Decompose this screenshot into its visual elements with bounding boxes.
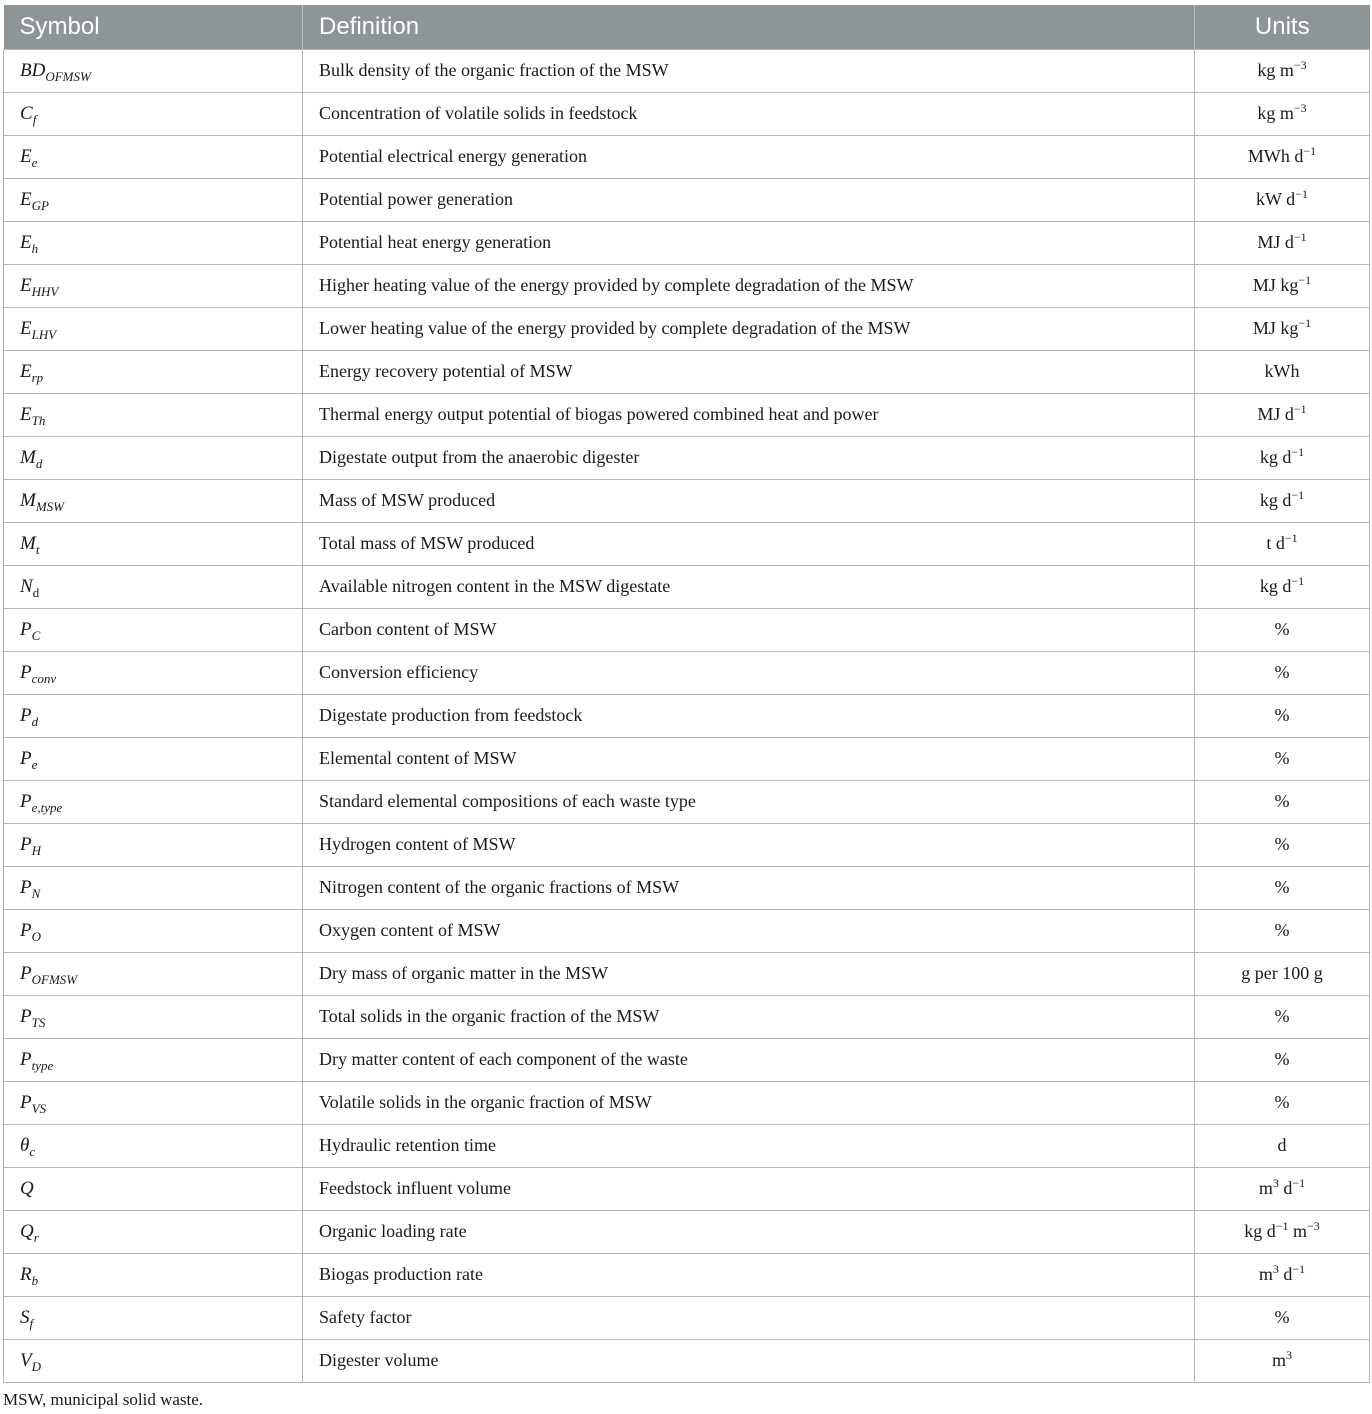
definition-cell: Available nitrogen content in the MSW digestate: [303, 565, 1195, 608]
unit-text: kg m: [1257, 103, 1294, 123]
units-cell: [1195, 995, 1370, 1038]
symbol-subscript: OFMSW: [45, 68, 91, 84]
table-row: [4, 1081, 1370, 1124]
unit-superscript: −1: [1291, 488, 1305, 502]
table-row: [4, 737, 1370, 780]
symbol-subscript: Th: [31, 412, 46, 428]
definition-cell: Thermal energy output potential of biogas powered combined heat and power: [303, 393, 1195, 436]
symbol-cell: [4, 522, 303, 565]
table-row: [4, 49, 1370, 92]
unit-text: %: [1274, 662, 1290, 682]
units-cell: [1195, 737, 1370, 780]
symbol-subscript: HHV: [31, 283, 59, 299]
unit-text: %: [1274, 834, 1290, 854]
definition-cell: Bulk density of the organic fraction of the MSW: [303, 49, 1195, 92]
symbol-cell: [4, 49, 303, 92]
header-row: [4, 5, 1370, 49]
table-row: [4, 952, 1370, 995]
symbol-subscript: e,type: [31, 799, 63, 815]
unit-text: %: [1274, 1307, 1290, 1327]
units-cell: [1195, 393, 1370, 436]
definition-cell: Concentration of volatile solids in feedstock: [303, 92, 1195, 135]
symbol-main: N: [20, 575, 33, 597]
symbol-cell: [4, 307, 303, 350]
symbol-cell: [4, 221, 303, 264]
unit-text: kg m: [1257, 60, 1294, 80]
symbol-cell: [4, 866, 303, 909]
unit-text: MJ d: [1257, 232, 1294, 252]
unit-text: %: [1274, 791, 1290, 811]
unit-superscript: −1: [1292, 1262, 1306, 1276]
unit-superscript: −1: [1298, 273, 1312, 287]
table-row: [4, 694, 1370, 737]
unit-text: %: [1274, 748, 1290, 768]
symbol-subscript: r: [33, 1229, 39, 1245]
definition-cell: Dry mass of organic matter in the MSW: [303, 952, 1195, 995]
symbol-subscript: O: [31, 928, 41, 944]
unit-superscript: −3: [1293, 58, 1307, 72]
symbol-main: E: [20, 274, 32, 296]
unit-superscript: −1: [1295, 187, 1308, 201]
symbol-subscript: c: [29, 1143, 36, 1159]
table-row: [4, 651, 1370, 694]
units-cell: [1195, 780, 1370, 823]
symbol-cell: [4, 995, 303, 1038]
symbol-cell: [4, 608, 303, 651]
table-row: [4, 522, 1370, 565]
symbol-main: P: [20, 790, 32, 812]
units-cell: [1195, 264, 1370, 307]
symbol-cell: [4, 909, 303, 952]
symbol-main: S: [20, 1306, 30, 1328]
symbol-main: P: [20, 661, 32, 683]
symbol-subscript: e: [31, 154, 38, 170]
symbol-main: V: [20, 1349, 32, 1371]
table-footnote: MSW, municipal solid waste.: [3, 1390, 204, 1409]
symbol-subscript: d: [35, 455, 43, 471]
unit-text: kg d: [1244, 1221, 1276, 1241]
unit-text: d: [1277, 1135, 1287, 1155]
symbol-subscript: TS: [31, 1014, 46, 1030]
symbol-main: E: [20, 231, 32, 253]
unit-text: MJ d: [1257, 404, 1294, 424]
symbol-main: E: [20, 317, 32, 339]
unit-text: kg d: [1259, 576, 1292, 596]
unit-superscript: −1: [1303, 144, 1317, 158]
symbol-main: P: [20, 618, 32, 640]
symbol-cell: [4, 952, 303, 995]
symbol-subscript: VS: [31, 1100, 47, 1116]
units-cell: [1195, 952, 1370, 995]
table-row: [4, 92, 1370, 135]
definition-cell: Digestate production from feedstock: [303, 694, 1195, 737]
symbol-main: P: [20, 919, 32, 941]
symbol-cell: [4, 1296, 303, 1339]
unit-superscript: 3: [1272, 1262, 1279, 1276]
symbol-main: P: [20, 1091, 32, 1113]
symbol-main: BD: [20, 59, 46, 81]
table-row: [4, 608, 1370, 651]
unit-superscript: −1: [1291, 445, 1305, 459]
symbol-cell: [4, 823, 303, 866]
units-cell: [1195, 909, 1370, 952]
symbol-main: P: [20, 704, 32, 726]
definition-cell: Dry matter content of each component of the waste: [303, 1038, 1195, 1081]
symbol-main: M: [20, 446, 36, 468]
symbol-main: P: [20, 1005, 32, 1027]
header-units: Units: [1195, 5, 1370, 49]
symbol-subscript: e: [31, 756, 38, 772]
unit-text: %: [1274, 877, 1290, 897]
header-definition: Definition: [303, 5, 1195, 49]
symbol-main: P: [20, 962, 32, 984]
table-row: [4, 350, 1370, 393]
unit-text: m: [1258, 1178, 1273, 1198]
definition-cell: Safety factor: [303, 1296, 1195, 1339]
table-row: [4, 479, 1370, 522]
units-cell: [1195, 565, 1370, 608]
units-cell: [1195, 436, 1370, 479]
definition-cell: Potential electrical energy generation: [303, 135, 1195, 178]
symbol-cell: [4, 737, 303, 780]
table-header: [4, 5, 1370, 49]
symbol-cell: [4, 780, 303, 823]
unit-text: kW d: [1256, 189, 1296, 209]
definition-cell: Oxygen content of MSW: [303, 909, 1195, 952]
table-row: [4, 1339, 1370, 1382]
unit-superscript: −1: [1284, 531, 1298, 545]
symbol-main: C: [20, 102, 33, 124]
unit-superscript: −3: [1307, 1219, 1320, 1233]
definition-cell: Energy recovery potential of MSW: [303, 350, 1195, 393]
units-cell: [1195, 651, 1370, 694]
units-cell: [1195, 1167, 1370, 1210]
symbol-cell: [4, 350, 303, 393]
unit-text: kWh: [1264, 361, 1300, 381]
unit-text: m: [1258, 1264, 1273, 1284]
unit-text: MWh d: [1247, 146, 1304, 166]
symbol-cell: [4, 1124, 303, 1167]
table-row: [4, 307, 1370, 350]
symbol-subscript: OFMSW: [31, 971, 78, 987]
symbol-cell: [4, 479, 303, 522]
table-row: [4, 135, 1370, 178]
unit-superscript: 3: [1272, 1176, 1279, 1190]
symbol-cell: [4, 1167, 303, 1210]
symbol-cell: [4, 92, 303, 135]
units-cell: [1195, 1210, 1370, 1253]
unit-text: %: [1274, 1092, 1290, 1112]
symbol-subscript: b: [31, 1272, 39, 1288]
definition-cell: Lower heating value of the energy provided by complete degradation of the MSW: [303, 307, 1195, 350]
symbol-subscript: D: [31, 1358, 41, 1374]
definition-cell: Higher heating value of the energy provided by complete degradation of the MSW: [303, 264, 1195, 307]
definition-cell: Standard elemental compositions of each waste type: [303, 780, 1195, 823]
symbol-subscript: rp: [31, 369, 44, 385]
units-cell: [1195, 694, 1370, 737]
units-cell: [1195, 221, 1370, 264]
units-cell: [1195, 1124, 1370, 1167]
table-row: [4, 909, 1370, 952]
unit-superscript: −3: [1293, 101, 1307, 115]
symbol-subscript: d: [31, 713, 39, 729]
units-cell: [1195, 1038, 1370, 1081]
symbol-main: M: [20, 532, 36, 554]
symbol-main: E: [20, 145, 32, 167]
unit-text: t d: [1266, 533, 1285, 553]
unit-superscript: −1: [1298, 316, 1312, 330]
symbol-cell: [4, 393, 303, 436]
unit-text: g per 100 g: [1241, 963, 1323, 983]
definition-cell: Carbon content of MSW: [303, 608, 1195, 651]
units-cell: [1195, 823, 1370, 866]
table-row: [4, 436, 1370, 479]
unit-text: m: [1288, 1221, 1307, 1241]
definition-cell: Volatile solids in the organic fraction of MSW: [303, 1081, 1195, 1124]
symbol-main: Q: [20, 1177, 34, 1199]
unit-text: kg d: [1259, 447, 1292, 467]
symbol-main: E: [20, 403, 32, 425]
units-cell: [1195, 178, 1370, 221]
table-row: [4, 1038, 1370, 1081]
units-cell: [1195, 866, 1370, 909]
units-cell: [1195, 307, 1370, 350]
table-row: [4, 823, 1370, 866]
unit-text: %: [1274, 1049, 1290, 1069]
symbol-subscript: conv: [31, 670, 57, 686]
definition-cell: Total mass of MSW produced: [303, 522, 1195, 565]
unit-superscript: −1: [1291, 574, 1305, 588]
units-cell: [1195, 92, 1370, 135]
symbol-cell: [4, 651, 303, 694]
table-row: [4, 178, 1370, 221]
table-row: [4, 264, 1370, 307]
symbol-cell: [4, 1081, 303, 1124]
units-cell: [1195, 135, 1370, 178]
unit-text: %: [1274, 619, 1290, 639]
unit-superscript: 3: [1286, 1348, 1292, 1362]
definition-cell: Organic loading rate: [303, 1210, 1195, 1253]
definition-cell: Nitrogen content of the organic fractions of MSW: [303, 866, 1195, 909]
symbol-subscript: f: [32, 111, 37, 127]
symbols-table: [3, 5, 1370, 1383]
symbol-main: P: [20, 747, 32, 769]
definition-cell: Potential heat energy generation: [303, 221, 1195, 264]
symbol-main: M: [20, 489, 36, 511]
symbol-subscript: LHV: [31, 326, 57, 342]
symbol-subscript: type: [31, 1057, 54, 1073]
symbol-main: Q: [20, 1220, 34, 1242]
unit-text: d: [1278, 1178, 1293, 1198]
symbol-cell: [4, 264, 303, 307]
table-row: [4, 1296, 1370, 1339]
symbol-cell: [4, 178, 303, 221]
unit-text: %: [1274, 1006, 1290, 1026]
header-symbol: Symbol: [4, 5, 303, 49]
unit-text: MJ kg: [1252, 318, 1299, 338]
symbol-cell: [4, 1210, 303, 1253]
table-row: [4, 995, 1370, 1038]
symbol-main: θ: [20, 1134, 30, 1156]
symbol-subscript: GP: [31, 197, 49, 213]
units-cell: [1195, 479, 1370, 522]
symbol-subscript: H: [31, 842, 41, 858]
unit-text: kg d: [1259, 490, 1292, 510]
symbol-subscript: d: [32, 584, 40, 600]
definition-cell: Digester volume: [303, 1339, 1195, 1382]
definition-cell: Conversion efficiency: [303, 651, 1195, 694]
definition-cell: Digestate output from the anaerobic digester: [303, 436, 1195, 479]
definition-cell: Biogas production rate: [303, 1253, 1195, 1296]
symbol-main: E: [20, 360, 32, 382]
unit-text: %: [1274, 920, 1290, 940]
units-cell: [1195, 522, 1370, 565]
symbol-subscript: MSW: [35, 498, 64, 514]
units-cell: [1195, 1296, 1370, 1339]
unit-text: m: [1271, 1350, 1286, 1370]
unit-text: MJ kg: [1252, 275, 1299, 295]
symbol-cell: [4, 1038, 303, 1081]
definition-cell: Feedstock influent volume: [303, 1167, 1195, 1210]
definition-cell: Elemental content of MSW: [303, 737, 1195, 780]
symbol-cell: [4, 1339, 303, 1382]
definition-cell: Hydraulic retention time: [303, 1124, 1195, 1167]
symbol-cell: [4, 135, 303, 178]
unit-superscript: −1: [1275, 1219, 1289, 1233]
definition-cell: Total solids in the organic fraction of the MSW: [303, 995, 1195, 1038]
table-row: [4, 866, 1370, 909]
unit-text: d: [1278, 1264, 1293, 1284]
symbol-subscript: h: [31, 240, 39, 256]
symbol-main: R: [20, 1263, 32, 1285]
units-cell: [1195, 1081, 1370, 1124]
table-row: [4, 1167, 1370, 1210]
symbol-main: P: [20, 833, 32, 855]
table-row: [4, 1253, 1370, 1296]
units-cell: [1195, 350, 1370, 393]
symbol-subscript: N: [31, 885, 41, 901]
symbol-subscript: t: [35, 541, 40, 557]
definition-cell: Hydrogen content of MSW: [303, 823, 1195, 866]
table-body: [4, 49, 1370, 1382]
table-row: [4, 1210, 1370, 1253]
symbol-main: P: [20, 1048, 32, 1070]
units-cell: [1195, 1253, 1370, 1296]
definition-cell: Potential power generation: [303, 178, 1195, 221]
table-row: [4, 780, 1370, 823]
units-cell: [1195, 49, 1370, 92]
unit-superscript: −1: [1292, 1176, 1306, 1190]
table-row: [4, 393, 1370, 436]
unit-text: %: [1274, 705, 1290, 725]
symbol-cell: [4, 436, 303, 479]
symbol-main: E: [20, 188, 32, 210]
symbol-cell: [4, 1253, 303, 1296]
unit-superscript: −1: [1293, 402, 1307, 416]
symbol-subscript: f: [29, 1315, 34, 1331]
symbol-subscript: C: [31, 627, 41, 643]
table-row: [4, 1124, 1370, 1167]
unit-superscript: −1: [1293, 230, 1307, 244]
table-row: [4, 565, 1370, 608]
symbol-cell: [4, 694, 303, 737]
table-row: [4, 221, 1370, 264]
units-cell: [1195, 608, 1370, 651]
definition-cell: Mass of MSW produced: [303, 479, 1195, 522]
symbol-cell: [4, 565, 303, 608]
units-cell: [1195, 1339, 1370, 1382]
symbol-main: P: [20, 876, 32, 898]
